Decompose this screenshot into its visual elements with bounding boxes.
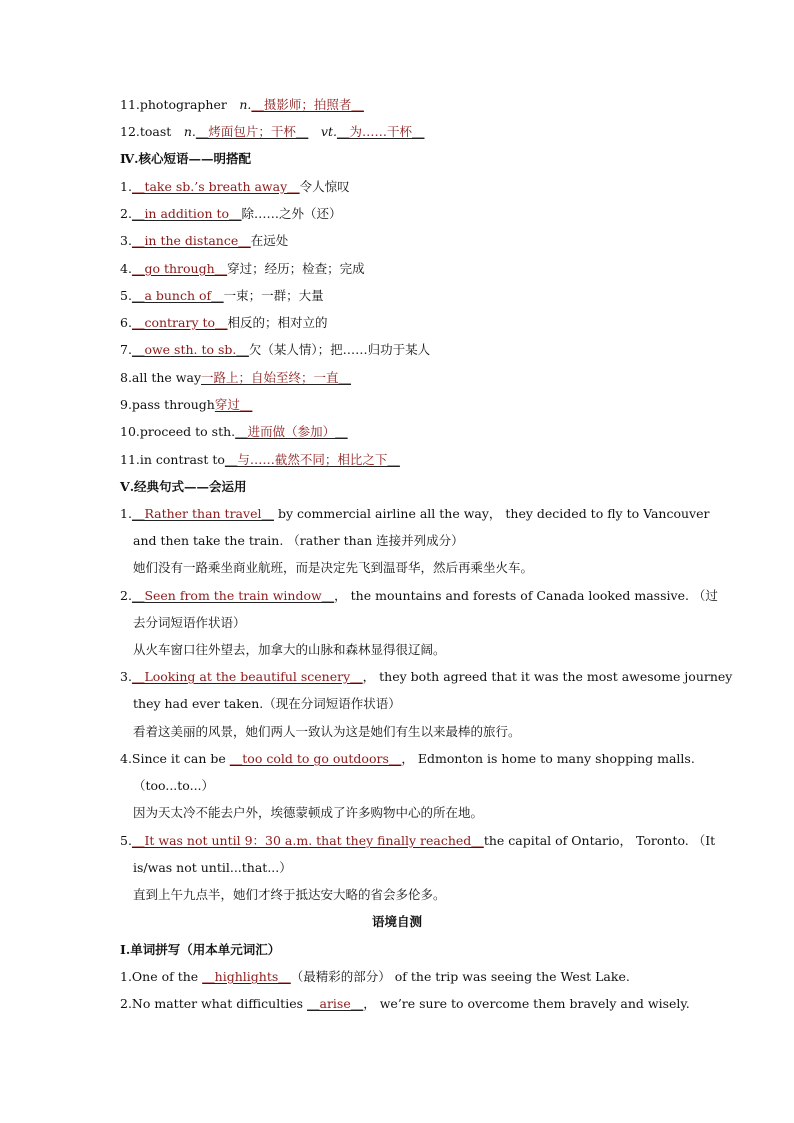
item-number: 4. <box>120 261 132 276</box>
answer-text: ＿highlights＿ <box>202 969 291 984</box>
phrase-item <box>120 315 664 331</box>
phrase-item <box>120 261 664 277</box>
answer-text: 一路上；自始至终；一直＿ <box>201 370 352 385</box>
item-number: 2. <box>120 206 132 221</box>
sentence-continuation: is/was not until...that...） <box>133 860 292 875</box>
item-meaning: 欠（某人情）；把……归功于某人 <box>248 342 431 357</box>
question-text: 2.No matter what difficulties <box>120 996 307 1011</box>
item-number: 5. <box>120 288 132 303</box>
sentence-item <box>120 833 716 849</box>
sentence-translation: 看着这美丽的风景，她们两人一致认为这是她们有生以来最棒的旅行。 <box>133 724 521 739</box>
answer-text: ＿与……截然不同；相比之下＿ <box>224 452 400 467</box>
answer-text: ＿为……干杯＿ <box>336 124 425 139</box>
answer-text: ＿owe sth. to sb.＿ <box>131 342 249 357</box>
item-number: 3. <box>120 233 132 248</box>
answer-text: ＿in addition to＿ <box>131 206 242 221</box>
phrase-item <box>120 452 664 468</box>
answer-text: ＿contrary to＿ <box>131 315 228 330</box>
item-meaning: 穿过；经历；检查；完成 <box>227 261 365 276</box>
item-meaning: 在远处 <box>250 233 289 248</box>
phrase-item <box>120 424 664 440</box>
item-number: 5. <box>120 833 132 848</box>
sentence-translation: 因为天太冷不能去户外，埃德蒙顿成了许多购物中心的所在地。 <box>133 805 484 820</box>
sentence-text: by commercial airline all the way， they decided to fly to Vancouver <box>273 506 710 521</box>
item-number: 2. <box>120 588 132 603</box>
answer-text: ＿a bunch of＿ <box>131 288 224 303</box>
item-number: 8.all the way <box>120 370 202 385</box>
item-number: 3. <box>120 669 132 684</box>
sentence-continuation: 去分词短语作状语） <box>133 615 246 630</box>
vocab-item-12 <box>120 124 664 140</box>
section-heading: Ⅰ.单词拼写（用本单元词汇） <box>120 942 281 957</box>
phrase-item <box>120 370 664 386</box>
question-text: ， we’re sure to overcome them bravely and wisely. <box>363 996 690 1011</box>
question-text: 1.One of the <box>120 969 203 984</box>
item-number: 1. <box>120 179 132 194</box>
sentence-item <box>120 751 695 767</box>
sentence-continuation: （too...to...） <box>133 778 215 793</box>
phrase-item <box>120 342 664 358</box>
sentence-text: the capital of Ontario， Toronto. （It <box>483 833 716 848</box>
item-number: 10.proceed to sth. <box>120 424 236 439</box>
answer-text: ＿摄影师；拍照者＿ <box>251 97 364 112</box>
answer-text: ＿It was not until 9：30 a.m. that they finally reached＿ <box>131 833 484 848</box>
phrase-item <box>120 206 664 222</box>
section-heading: Ⅳ.核心短语——明搭配 <box>120 151 252 166</box>
spelling-question <box>120 996 690 1012</box>
sentence-translation: 从火车窗口往外望去，加拿大的山脉和森林显得很辽阔。 <box>133 642 446 657</box>
sentence-item <box>120 588 718 604</box>
item-number: 6. <box>120 315 132 330</box>
answer-text: ＿go through＿ <box>131 261 228 276</box>
sentence-translation: 直到上午九点半，她们才终于抵达安大略的省会多伦多。 <box>133 887 446 902</box>
part-of-speech: n. <box>183 124 196 139</box>
answer-text: ＿Looking at the beautiful scenery＿ <box>131 669 363 684</box>
phrase-item <box>120 397 664 413</box>
answer-text: 穿过＿ <box>214 397 253 412</box>
item-meaning: 除……之外（还） <box>241 206 342 221</box>
part-of-speech: n. <box>239 97 252 112</box>
sentence-item <box>120 669 733 685</box>
sentence-text: ， Edmonton is home to many shopping malls. <box>401 751 695 766</box>
phrase-item <box>120 233 664 249</box>
item-number: 1. <box>120 506 132 521</box>
sentence-text: ， they both agreed that it was the most awesome journey <box>362 669 733 684</box>
answer-text: ＿Seen from the train window＿ <box>131 588 335 603</box>
item-number: 4.Since it can be <box>120 751 230 766</box>
vocab-item-11 <box>120 97 664 113</box>
answer-text: ＿烤面包片；干杯＿ <box>195 124 309 139</box>
sentence-continuation: and then take the train. （rather than 连接并列成分） <box>133 533 464 548</box>
vocab-word: 12.toast <box>120 124 184 139</box>
center-section-title: 语境自测 <box>371 914 422 929</box>
item-meaning: 相反的；相对立的 <box>227 315 328 330</box>
item-meaning: 一束；一群；大量 <box>223 288 324 303</box>
sentence-continuation: they had ever taken.（现在分词短语作状语） <box>133 696 401 711</box>
question-text: （最精彩的部分） of the trip was seeing the West Lake. <box>290 969 630 984</box>
item-number: 9.pass through <box>120 397 215 412</box>
answer-text: ＿Rather than travel＿ <box>131 506 274 521</box>
item-number: 11.in contrast to <box>120 452 225 467</box>
part-of-speech: vt. <box>320 124 337 139</box>
sentence-text: ， the mountains and forests of Canada looked massive. （过 <box>334 588 718 603</box>
answer-text: ＿take sb.’s breath away＿ <box>131 179 300 194</box>
answer-text: ＿arise＿ <box>307 996 364 1011</box>
item-meaning: 令人惊叹 <box>299 179 350 194</box>
sentence-translation: 她们没有一路乘坐商业航班，而是决定先飞到温哥华，然后再乘坐火车。 <box>133 560 534 575</box>
answer-text: ＿进而做（参加）＿ <box>235 424 348 439</box>
phrase-item <box>120 179 664 195</box>
spelling-question <box>120 969 664 985</box>
section-heading: Ⅴ.经典句式——会运用 <box>120 479 247 494</box>
answer-text: ＿too cold to go outdoors＿ <box>229 751 402 766</box>
vocab-word: 11.photographer <box>120 97 240 112</box>
sentence-item <box>120 506 710 522</box>
answer-text: ＿in the distance＿ <box>131 233 251 248</box>
phrase-item <box>120 288 664 304</box>
item-number: 7. <box>120 342 132 357</box>
